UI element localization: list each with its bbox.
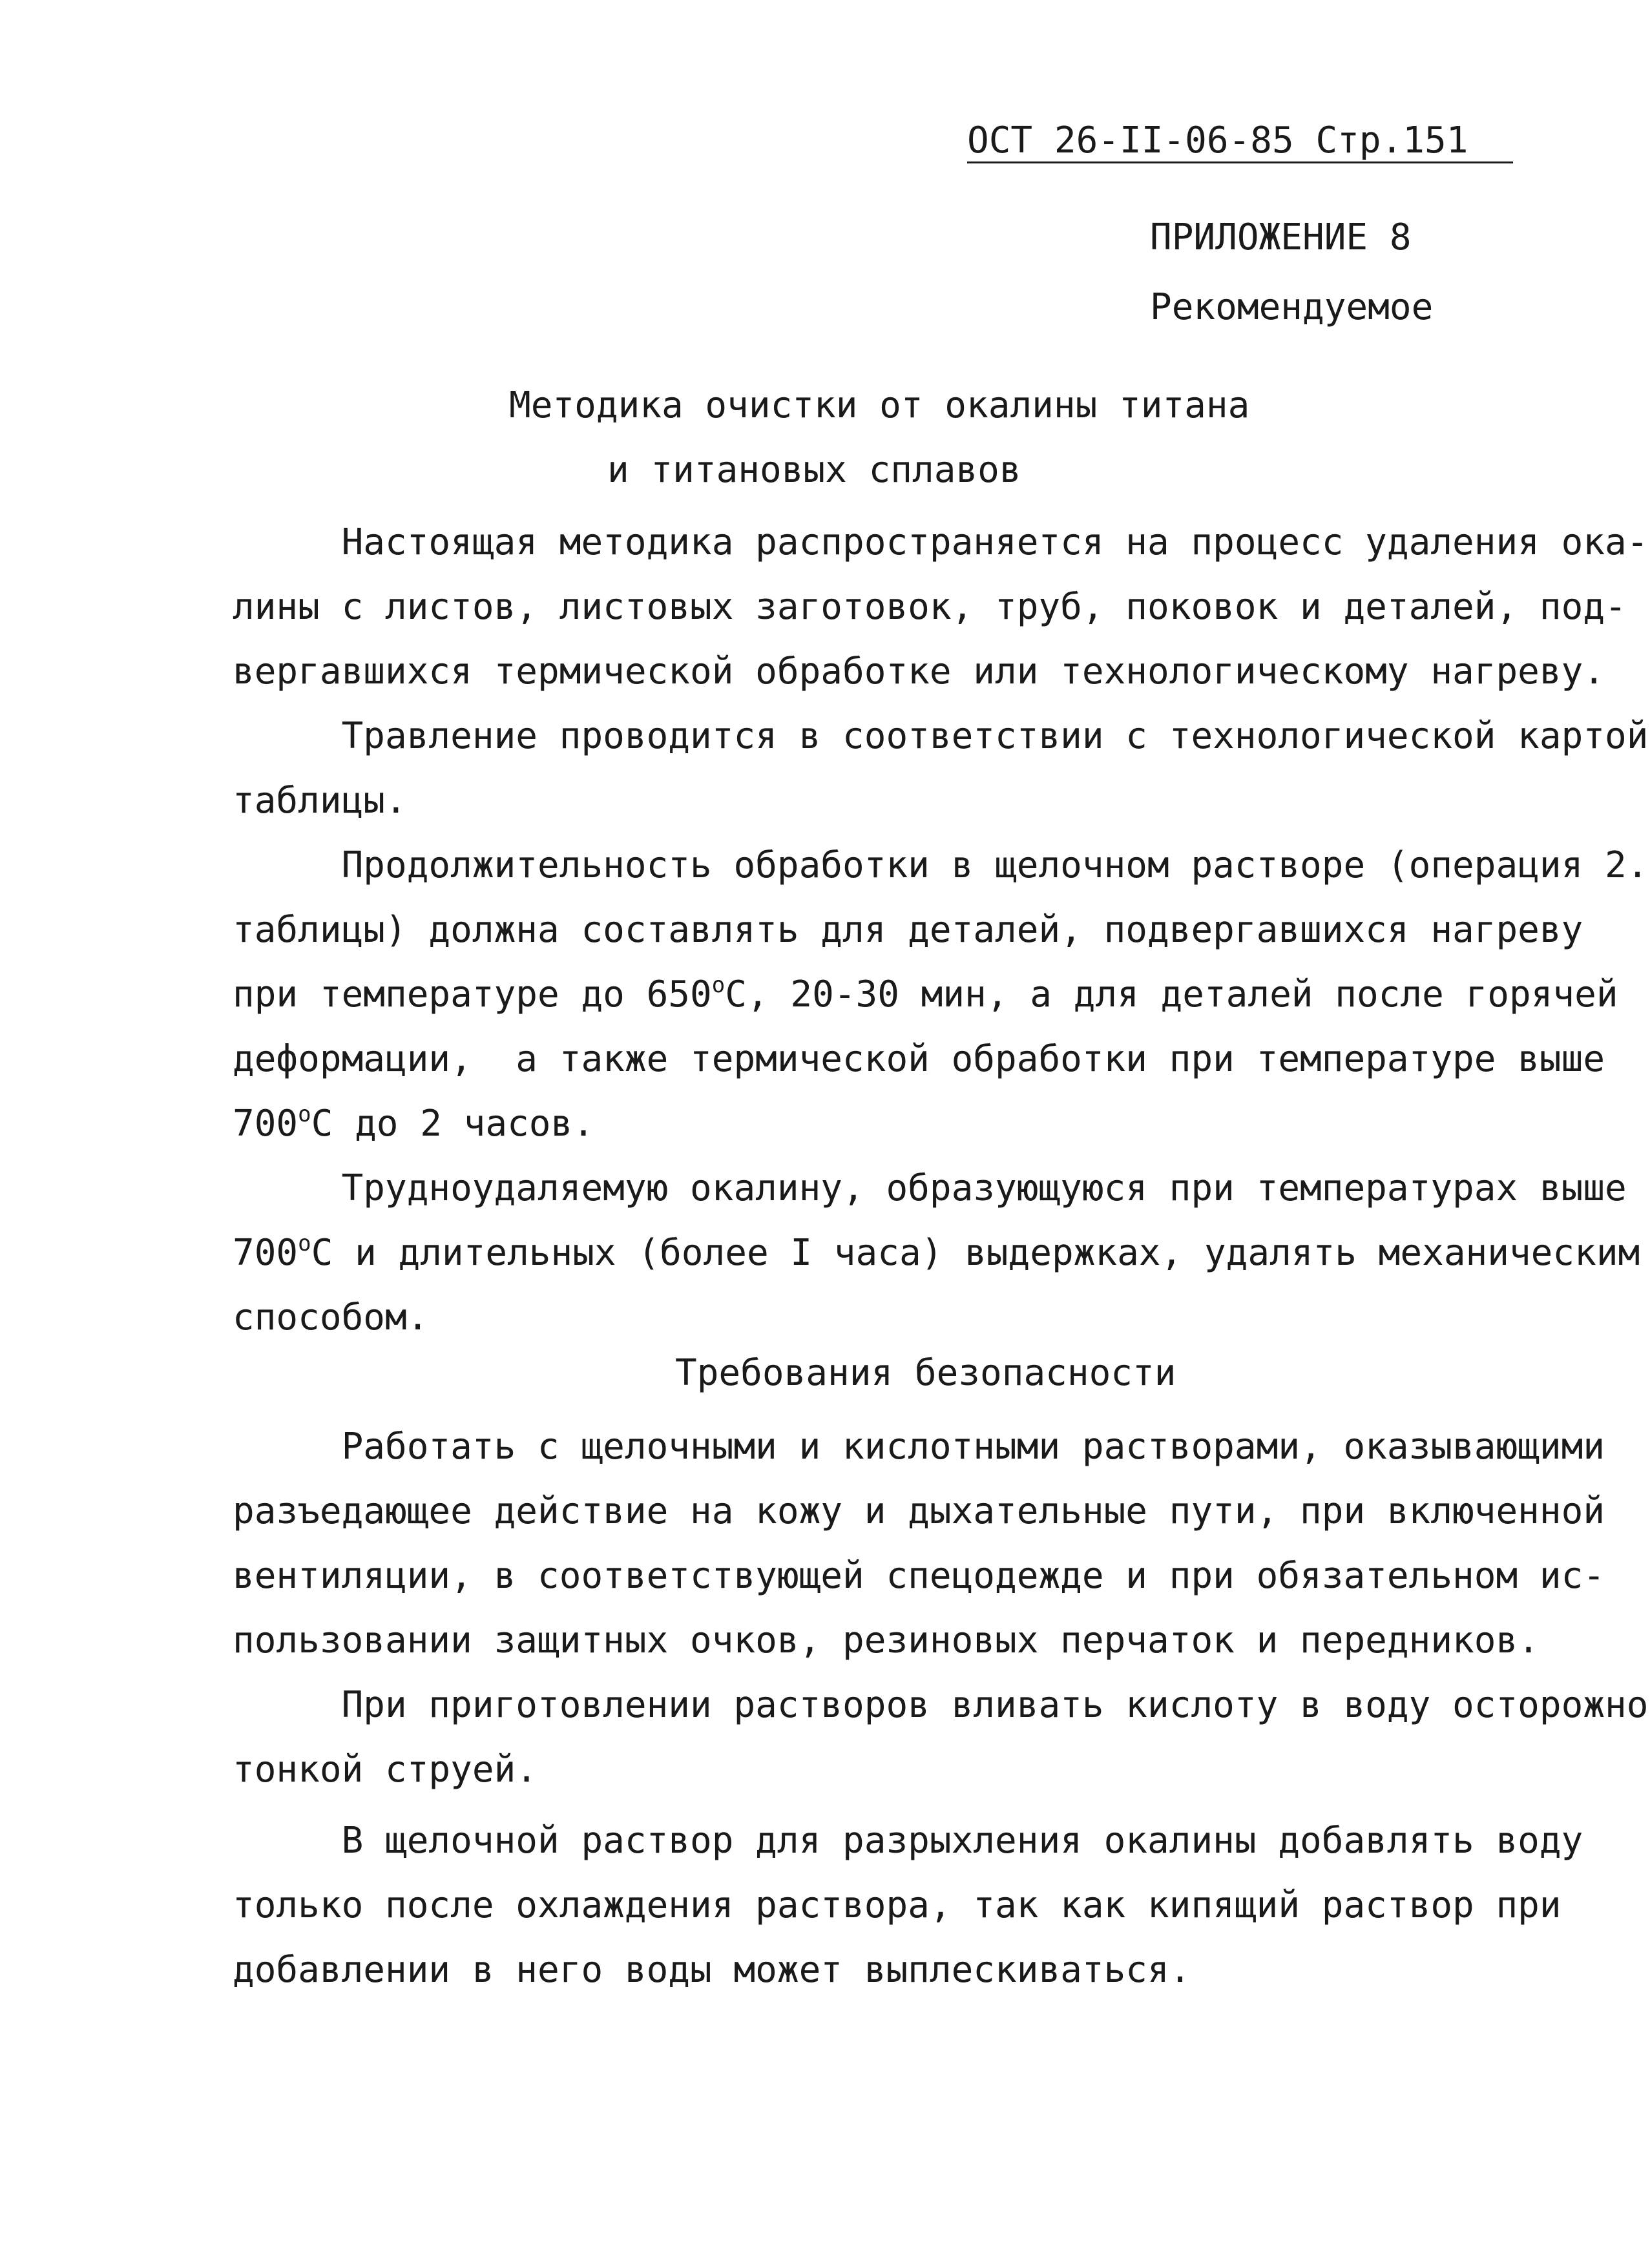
paragraph-pickling [233, 704, 1649, 833]
paragraph-line: вентиляции, в соответствующей спецодежде и при обязательном ис- [233, 1555, 1605, 1597]
paragraph-line: пользовании защитных очков, резиновых перчаток и передников. [233, 1619, 1540, 1661]
paragraph-line: При приготовлении растворов вливать кислоту в воду осторожно [233, 1684, 1649, 1726]
paragraph-line: разъедающее действие на кожу и дыхательные пути, при включенной [233, 1490, 1605, 1532]
paragraph-line: $700^оС$ до 2 часов. [233, 1101, 594, 1145]
degree-sign: о [298, 1101, 311, 1127]
paragraph-line: Трудноудаляемую окалину, образующуюся при температурах выше [233, 1167, 1627, 1209]
paragraph-line: только после охлаждения раствора, так как кипящий раствор при [233, 1884, 1561, 1926]
paragraph-line: лины с листов, листовых заготовок, труб, поковок и деталей, под- [233, 586, 1627, 628]
paragraph-line: Продолжительность обработки в щелочном растворе (операция 2. [233, 844, 1649, 886]
paragraph-line: способом. [233, 1296, 429, 1338]
paragraph-duration [233, 833, 1649, 1156]
document-reference: ОСТ 26-II-06-85 Стр.151 [967, 123, 1513, 163]
document-title-line-2: и титановых сплавов [607, 449, 1021, 491]
paragraph-line: таблицы. [233, 780, 407, 822]
appendix-title: ПРИЛОЖЕНИЕ 8 [1150, 216, 1412, 258]
paragraph-line: при температуре до $650^оС$, 20-30 мин, а для деталей после горячей [233, 972, 1618, 1015]
section-title-safety: Требования безопасности [675, 1352, 1176, 1394]
document-title-line-1: Методика очистки от окалины титана [509, 384, 1250, 426]
paragraph-line: добавлении в него воды может выплескиваться. [233, 1949, 1191, 1991]
degree-sign: о [711, 972, 726, 998]
paragraph-line: Работать с щелочными и кислотными растворами, оказывающими [233, 1426, 1605, 1468]
paragraph-line: вергавшихся термической обработке или технологическому нагреву. [233, 650, 1605, 692]
paragraph-safety-alkaline [233, 1809, 1583, 2003]
paragraph-line: В щелочной раствор для разрыхления окалины добавлять воду [233, 1820, 1583, 1862]
paragraph-safety-work [233, 1415, 1605, 1673]
paragraph-scope [233, 510, 1649, 704]
paragraph-hard-scale [233, 1156, 1640, 1350]
paragraph-line: тонкой струей. [233, 1749, 538, 1791]
paragraph-line: Настоящая методика распространяется на процесс удаления ока- [233, 521, 1649, 563]
paragraph-line: таблицы) должна составлять для деталей, подвергавшихся нагреву [233, 909, 1583, 951]
paragraph-line: деформации, а также термической обработки при температуре выше [233, 1038, 1605, 1080]
appendix-subtitle: Рекомендуемое [1150, 286, 1434, 328]
paragraph-line: $700^оС$ и длительных (более I часа) выдержках, удалять механическим [233, 1231, 1640, 1274]
paragraph-safety-acid [233, 1673, 1649, 1802]
degree-sign: о [298, 1231, 311, 1256]
paragraph-line: Травление проводится в соответствии с технологической картой [233, 715, 1649, 757]
